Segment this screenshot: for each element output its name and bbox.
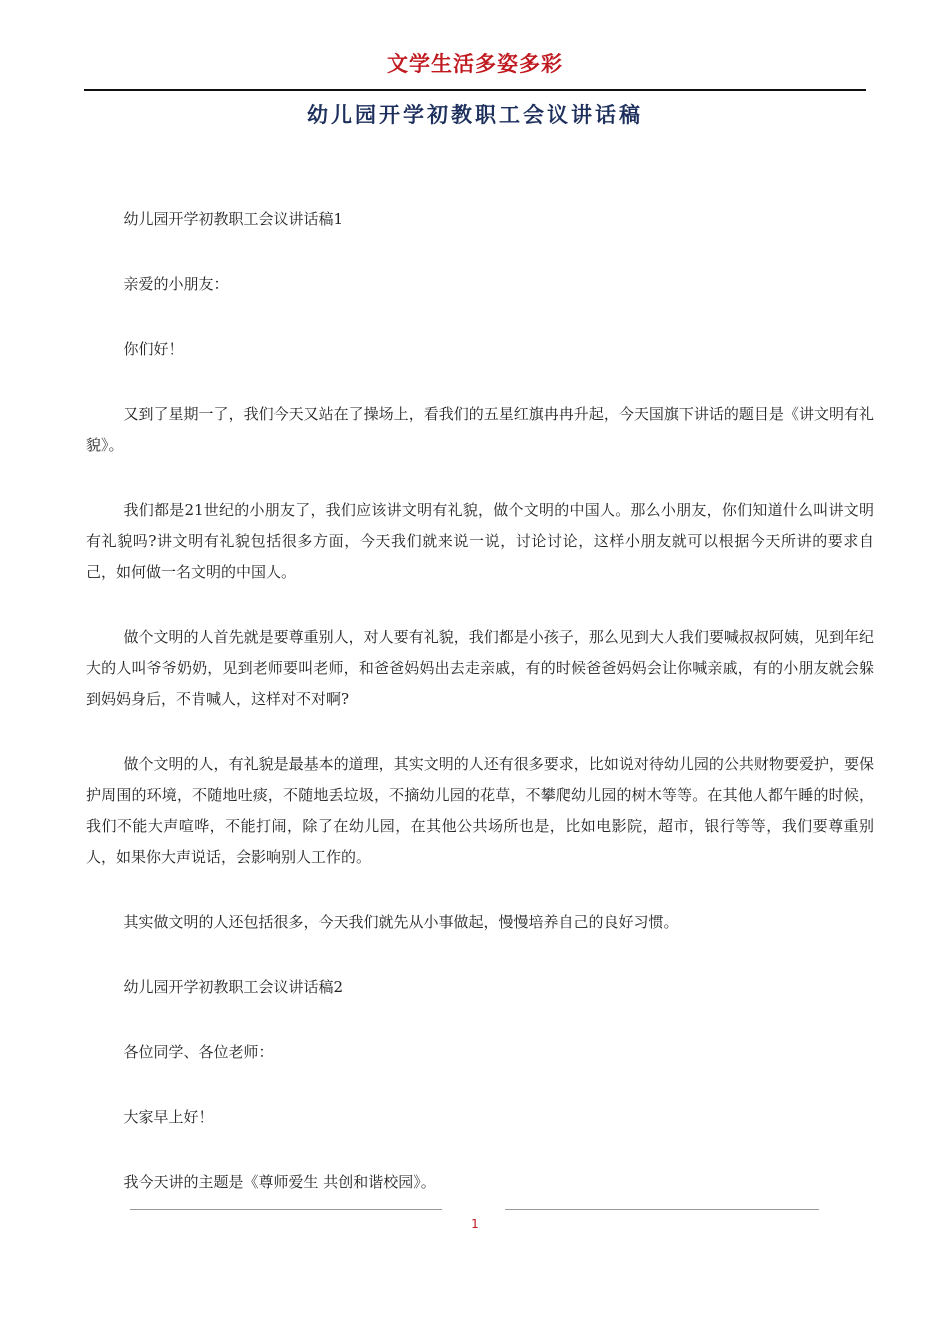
paragraph: 我们都是21世纪的小朋友了，我们应该讲文明有礼貌，做个文明的中国人。那么小朋友，你们知道什么叫讲文明有礼貌吗?讲文明有礼貌包括很多方面，今天我们就来说一说，讨论讨论，这样小朋友就可以根据今天所讲的要求自己，如何做一名文明的中国人。 [86,501,874,581]
document-body [86,204,874,1232]
paragraph: 做个文明的人首先就是要尊重别人，对人要有礼貌，我们都是小孩子，那么见到大人我们要喊叔叔阿姨，见到年纪大的人叫爷爷奶奶，见到老师要叫老师，和爸爸妈妈出去走亲戚，有的时候爸爸妈妈会让你喊亲戚，有的小朋友就会躲到妈妈身后，不肯喊人，这样对不对啊? [86,628,874,708]
paragraph: 你们好！ [123,340,184,358]
document-title: 幼儿园开学初教职工会议讲话稿 [307,103,643,127]
paragraph: 做个文明的人，有礼貌是最基本的道理，其实文明的人还有很多要求，比如说对待幼儿园的公共财物要爱护，要保护周围的环境，不随地吐痰，不随地丢垃圾，不摘幼儿园的花草，不攀爬幼儿园的树木等等。在其他人都午睡的时候，我们不能大声喧哗，不能打闹，除了在幼儿园，在其他公共场所也是，比如电影院，超市，银行等等，我们要尊重别人，如果你大声说话，会影响别人工作的。 [86,755,874,866]
paragraph: 我今天讲的主题是《尊师爱生 共创和谐校园》。 [123,1173,436,1191]
paragraph: 幼儿园开学初教职工会议讲话稿1 [123,210,344,228]
paragraph: 又到了星期一了，我们今天又站在了操场上，看我们的五星红旗冉冉升起，今天国旗下讲话的题目是《讲文明有礼貌》。 [86,405,874,454]
paragraph: 幼儿园开学初教职工会议讲话稿2 [123,978,344,996]
header-divider [84,89,866,91]
paragraph: 各位同学、各位老师： [123,1043,274,1061]
page-number: 1 [471,1217,479,1231]
paragraph: 亲爱的小朋友： [123,275,229,293]
paragraph: 其实做文明的人还包括很多，今天我们就先从小事做起，慢慢培养自己的良好习惯。 [123,913,679,931]
paragraph: 大家早上好！ [123,1108,214,1126]
footer-divider-left [130,1209,442,1210]
footer-divider-right [505,1209,819,1210]
header-title: 文学生活多姿多彩 [387,52,563,76]
